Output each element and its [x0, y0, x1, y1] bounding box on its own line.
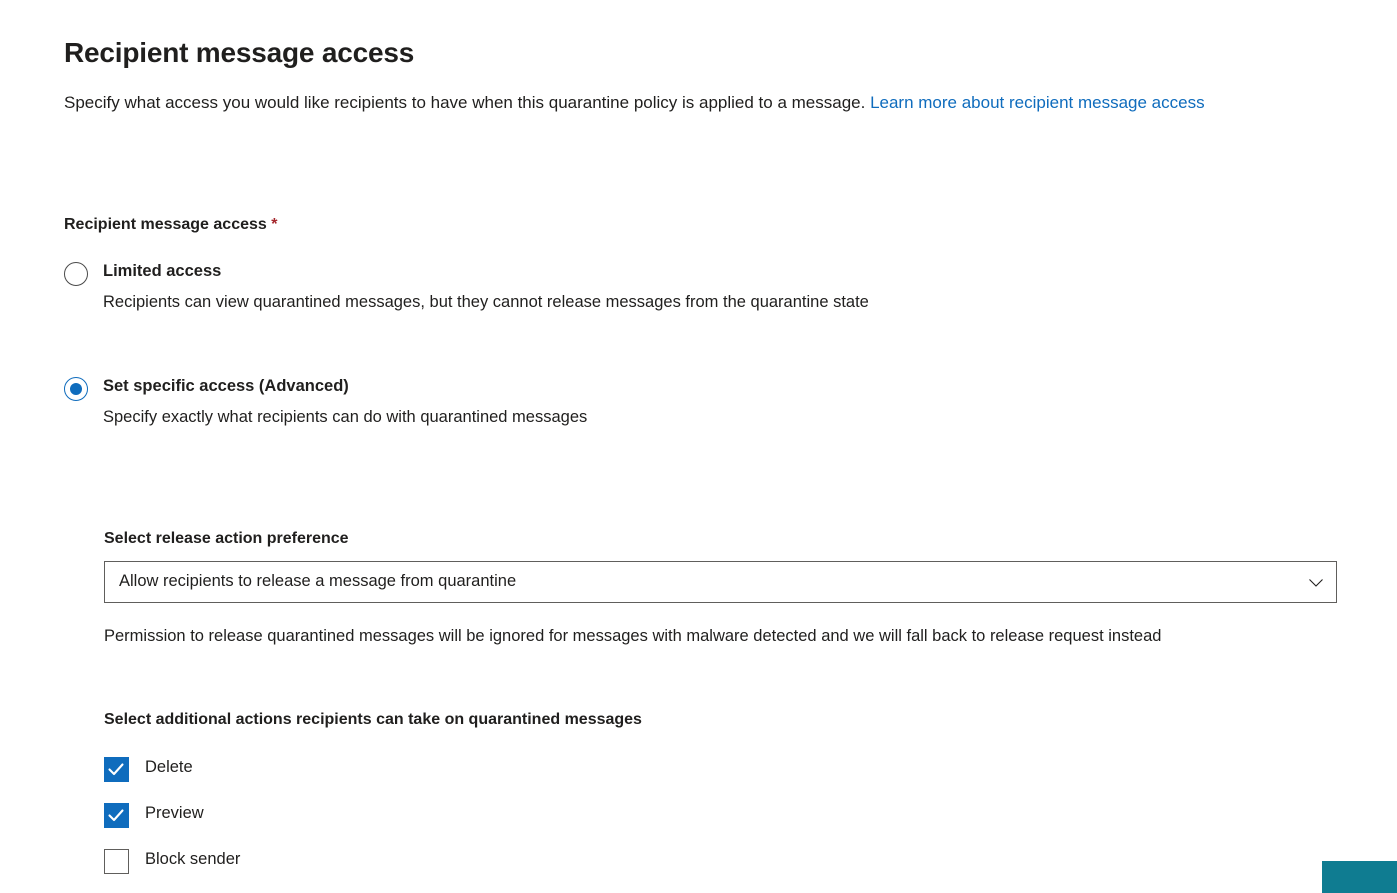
radio-option-title: Limited access [103, 262, 222, 280]
radio-circle-icon[interactable] [64, 262, 88, 286]
release-preference-label: Select release action preference [104, 530, 349, 547]
radio-option-description: Recipients can view quarantined messages, but they cannot release messages from the quarantine state [103, 293, 869, 311]
learn-more-link[interactable]: Learn more about recipient message access [870, 93, 1205, 112]
checkbox-delete[interactable] [104, 757, 129, 782]
chevron-down-icon[interactable] [1308, 575, 1324, 591]
radio-dot-icon [70, 383, 82, 395]
checkbox-label: Block sender [145, 850, 241, 868]
page-title: Recipient message access [64, 36, 415, 68]
required-marker: * [271, 216, 278, 233]
radio-option-title: Set specific access (Advanced) [103, 377, 349, 395]
recipient-message-access-label [64, 216, 277, 234]
release-action-preference-select[interactable] [104, 561, 1337, 603]
radio-circle-selected-icon[interactable] [64, 377, 88, 401]
release-action-selected-value: Allow recipients to release a message from quarantine [119, 572, 517, 590]
checkbox-block-sender[interactable] [104, 849, 129, 874]
checkbox-label: Delete [145, 758, 193, 776]
recipient-message-access-label-text: Recipient message access [64, 216, 267, 233]
additional-actions-label: Select additional actions recipients can take on quarantined messages [104, 711, 642, 728]
intro-text: Specify what access you would like recipients to have when this quarantine policy is applied to a message. [64, 93, 871, 112]
release-permission-helper-text: Permission to release quarantined messages will be ignored for messages with malware detected and we will fall back to release request instead [104, 627, 1162, 645]
radio-option-description: Specify exactly what recipients can do with quarantined messages [103, 408, 588, 426]
checkbox-preview[interactable] [104, 803, 129, 828]
intro-paragraph [64, 88, 1342, 117]
corner-action-button[interactable] [1322, 861, 1397, 893]
checkbox-label: Preview [145, 804, 204, 822]
